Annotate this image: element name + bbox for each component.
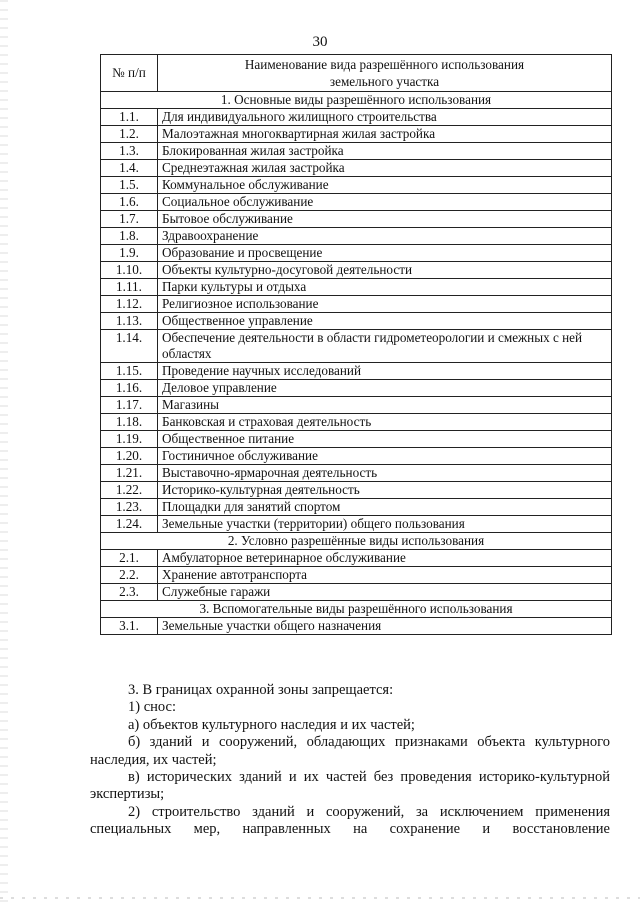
row-name: Бытовое обслуживание — [158, 211, 612, 228]
row-number: 3.1. — [101, 618, 158, 635]
row-name: Выставочно-ярмарочная деятельность — [158, 465, 612, 482]
row-number: 1.22. — [101, 482, 158, 499]
row-number: 2.2. — [101, 567, 158, 584]
row-name: Хранение автотранспорта — [158, 567, 612, 584]
table-row — [101, 109, 612, 126]
row-number: 1.24. — [101, 516, 158, 533]
table-row — [101, 126, 612, 143]
row-number: 1.3. — [101, 143, 158, 160]
table-row — [101, 380, 612, 397]
section-title: 2. Условно разрешённые виды использования — [101, 533, 612, 550]
row-name: Среднеэтажная жилая застройка — [158, 160, 612, 177]
row-number: 1.16. — [101, 380, 158, 397]
row-number: 1.11. — [101, 279, 158, 296]
table-row — [101, 499, 612, 516]
table-row — [101, 516, 612, 533]
table-row — [101, 363, 612, 380]
row-name: Площадки для занятий спортом — [158, 499, 612, 516]
row-number: 1.8. — [101, 228, 158, 245]
row-name: Деловое управление — [158, 380, 612, 397]
row-name: Банковская и страховая деятельность — [158, 414, 612, 431]
scan-bottom-artifact — [0, 897, 640, 899]
row-number: 1.5. — [101, 177, 158, 194]
row-name: Малоэтажная многоквартирная жилая застройка — [158, 126, 612, 143]
table-row — [101, 584, 612, 601]
row-name: Земельные участки общего назначения — [158, 618, 612, 635]
table-row — [101, 313, 612, 330]
row-name: Объекты культурно-досуговой деятельности — [158, 262, 612, 279]
row-name: Обеспечение деятельности в области гидрометеорологии и смежных с ней областях — [158, 330, 612, 363]
table-row — [101, 262, 612, 279]
table-row — [101, 211, 612, 228]
row-number: 1.2. — [101, 126, 158, 143]
paragraph: в) исторических зданий и их частей без проведения историко-культурной экспертизы; — [90, 769, 610, 803]
section-row — [101, 533, 612, 550]
row-number: 1.7. — [101, 211, 158, 228]
row-name: Для индивидуального жилищного строительства — [158, 109, 612, 126]
row-number: 1.1. — [101, 109, 158, 126]
table-row — [101, 228, 612, 245]
row-name: Служебные гаражи — [158, 584, 612, 601]
row-name: Образование и просвещение — [158, 245, 612, 262]
row-number: 1.13. — [101, 313, 158, 330]
header-name — [158, 55, 612, 92]
section-title: 1. Основные виды разрешённого использования — [101, 92, 612, 109]
row-number: 1.19. — [101, 431, 158, 448]
body-text — [90, 682, 610, 839]
row-name: Блокированная жилая застройка — [158, 143, 612, 160]
table-row — [101, 397, 612, 414]
paragraph: а) объектов культурного наследия и их частей; — [128, 716, 415, 733]
table-body — [101, 92, 612, 635]
row-number: 1.4. — [101, 160, 158, 177]
header-name-line1: Наименование вида разрешённого использования — [244, 57, 525, 72]
section-row — [101, 601, 612, 618]
table-row — [101, 465, 612, 482]
row-number: 1.10. — [101, 262, 158, 279]
paragraph: б) зданий и сооружений, обладающих признаками объекта культурного наследия, их частей; — [90, 734, 610, 768]
table-row — [101, 245, 612, 262]
header-name-line2: земельного участка — [329, 74, 440, 89]
row-name: Общественное питание — [158, 431, 612, 448]
row-name: Земельные участки (территории) общего пользования — [158, 516, 612, 533]
table-row — [101, 177, 612, 194]
row-number: 2.3. — [101, 584, 158, 601]
row-name: Здравоохранение — [158, 228, 612, 245]
paragraph: 1) снос: — [128, 699, 176, 716]
section-row — [101, 92, 612, 109]
row-name: Парки культуры и отдыха — [158, 279, 612, 296]
table-row — [101, 279, 612, 296]
row-number: 1.15. — [101, 363, 158, 380]
row-number: 1.12. — [101, 296, 158, 313]
row-number: 2.1. — [101, 550, 158, 567]
row-number: 1.9. — [101, 245, 158, 262]
row-number: 1.6. — [101, 194, 158, 211]
table-row — [101, 414, 612, 431]
row-name: Социальное обслуживание — [158, 194, 612, 211]
table-row — [101, 482, 612, 499]
row-number: 1.14. — [101, 330, 158, 363]
row-number: 1.17. — [101, 397, 158, 414]
table-row — [101, 194, 612, 211]
row-name: Гостиничное обслуживание — [158, 448, 612, 465]
row-name: Амбулаторное ветеринарное обслуживание — [158, 550, 612, 567]
row-name: Общественное управление — [158, 313, 612, 330]
table-header-row — [101, 55, 612, 92]
row-number: 1.23. — [101, 499, 158, 516]
row-number: 1.20. — [101, 448, 158, 465]
table-row — [101, 296, 612, 313]
table-row — [101, 550, 612, 567]
table-row — [101, 567, 612, 584]
row-name: Магазины — [158, 397, 612, 414]
section-title: 3. Вспомогательные виды разрешённого использования — [101, 601, 612, 618]
table-row — [101, 618, 612, 635]
table-row — [101, 448, 612, 465]
table-row — [101, 143, 612, 160]
land-use-table — [100, 54, 612, 635]
row-number: 1.18. — [101, 414, 158, 431]
row-name: Религиозное использование — [158, 296, 612, 313]
row-number: 1.21. — [101, 465, 158, 482]
table-row — [101, 160, 612, 177]
page-number: 30 — [312, 34, 328, 50]
header-number: № п/п — [101, 55, 158, 92]
paragraph: 3. В границах охранной зоны запрещается: — [128, 682, 394, 698]
table-row — [101, 330, 612, 363]
row-name: Коммунальное обслуживание — [158, 177, 612, 194]
row-name: Историко-культурная деятельность — [158, 482, 612, 499]
scan-edge-artifact — [0, 0, 8, 905]
row-name: Проведение научных исследований — [158, 363, 612, 380]
paragraph: 2) строительство зданий и сооружений, за исключением применения специальных мер, направленных на сохранение и восстановление — [90, 803, 610, 838]
table-row — [101, 431, 612, 448]
